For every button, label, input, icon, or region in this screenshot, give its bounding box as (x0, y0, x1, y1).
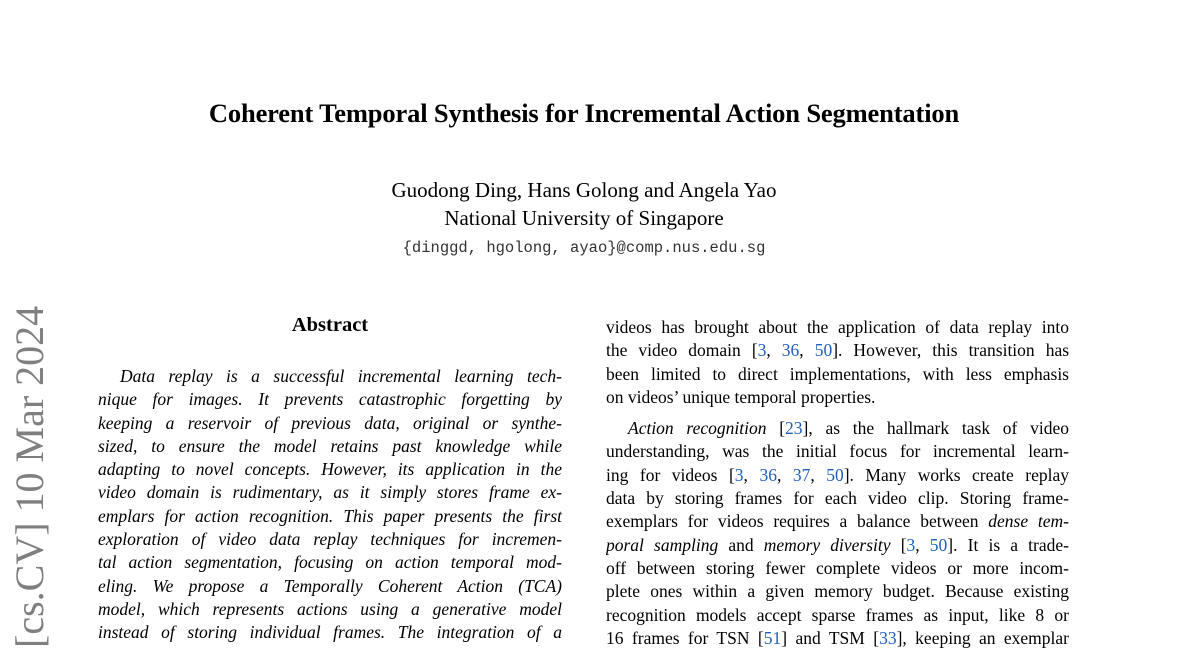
body-line: recognition models accept sparse frames as input, like 8 or (606, 604, 1069, 625)
text-segment: ]. However, this transition has (832, 340, 1069, 361)
body-line: data by storing frames for each video clip. Storing frame- (606, 488, 1069, 509)
body-line: videos has brought about the application of data replay into (606, 317, 1069, 337)
citation-link[interactable]: 51 (763, 627, 782, 648)
abstract-line: instead of storing individual frames. The integration of a (98, 622, 562, 643)
paper-title: Coherent Temporal Synthesis for Incremental Action Segmentation (208, 98, 960, 128)
body-line (606, 627, 1069, 650)
citation-link[interactable]: 50 (826, 464, 844, 485)
text-segment: exemplars for videos requires a balance between (606, 511, 989, 532)
author-list: Guodong Ding, Hans Golong and Angela Yao (391, 178, 777, 202)
body-line: plete ones within a given memory budget. Because existing (606, 581, 1069, 602)
body-paragraph (606, 316, 1069, 409)
emphasis-text: memory diversity (763, 534, 891, 555)
affiliation: National University of Singapore (444, 206, 724, 230)
abstract-line: Data replay is a successful incremental learning tech- (120, 366, 562, 386)
body-line: ing for videos [3, 36, 37, 50]. Many works create replay (606, 464, 1069, 485)
body-line: been limited to direct implementations, with less emphasis (606, 363, 1069, 384)
text-segment: ing for videos [ (606, 464, 735, 485)
author-emails: {dinggd, hgolong, ayao}@comp.nus.edu.sg (402, 239, 766, 257)
text-segment: ]. Many works create replay (843, 464, 1069, 485)
text-segment: the video domain [ (606, 340, 758, 361)
body-line: the video domain [3, 36, 50]. However, this transition has (606, 340, 1069, 361)
abstract-body (98, 365, 562, 645)
citation-link[interactable]: 37 (792, 464, 811, 485)
text-segment: [ (766, 418, 786, 439)
citation-link[interactable]: 3 (734, 464, 744, 485)
abstract-line: emplars for action recognition. This paper presents the first (98, 505, 562, 526)
citation-link[interactable]: 3 (906, 534, 916, 555)
text-segment: ]. It is a trade- (947, 534, 1069, 555)
text-segment: ] and TSM [ (781, 627, 880, 648)
emphasis-text: Action recognition (628, 418, 767, 439)
body-line (606, 510, 1069, 533)
abstract-heading: Abstract (291, 314, 369, 336)
citation-link[interactable]: 36 (759, 464, 777, 485)
abstract-line: adapting to novel concepts. However, its application in the (98, 459, 562, 480)
abstract-line: eling. We propose a Temporally Coherent Action (TCA) (98, 575, 562, 596)
abstract-line: nique for images. It prevents catastrophic forgetting by (98, 389, 562, 410)
body-paragraph (606, 417, 1069, 650)
text-segment: and (718, 534, 764, 555)
body-line: poral sampling and memory diversity [3, 50]. It is a trade- (606, 534, 1069, 555)
citation-link[interactable]: 33 (879, 627, 897, 648)
arxiv-identifier: [cs.CV] 10 Mar 2024 (7, 305, 52, 648)
body-line: on videos’ unique temporal properties. (606, 386, 876, 407)
abstract-line: exploration of video data replay techniques for incremen- (98, 529, 562, 550)
text-segment: [ (890, 534, 907, 555)
body-line: understanding, was the initial focus for incremental learn- (606, 441, 1069, 462)
citation-link[interactable]: 3 (757, 340, 767, 361)
text-segment: ], as the hallmark task of video (802, 418, 1069, 439)
abstract-line: keeping a reservoir of previous data, original or synthe- (98, 412, 562, 433)
citation-link[interactable]: 23 (785, 418, 803, 439)
abstract-line: model, which represents actions using a generative model (98, 598, 562, 619)
abstract-line: sized, to ensure the model retains past knowledge while (98, 435, 562, 456)
abstract-line: video domain is rudimentary, as it simply stores frame ex- (98, 482, 562, 503)
text-segment: ], keeping an exemplar (896, 627, 1069, 648)
emphasis-text: poral sampling (606, 534, 719, 555)
emphasis-text: dense tem- (988, 511, 1069, 532)
citation-link[interactable]: 50 (929, 534, 948, 555)
citation-link[interactable]: 50 (814, 340, 833, 361)
abstract-line: tal action segmentation, focusing on action temporal mod- (98, 552, 562, 573)
body-line: off between storing fewer complete videos or more incom- (606, 557, 1069, 578)
citation-link[interactable]: 36 (781, 340, 800, 361)
body-line (606, 417, 1069, 440)
body-column-right (606, 316, 1069, 650)
text-segment: 16 frames for TSN [ (606, 627, 764, 648)
